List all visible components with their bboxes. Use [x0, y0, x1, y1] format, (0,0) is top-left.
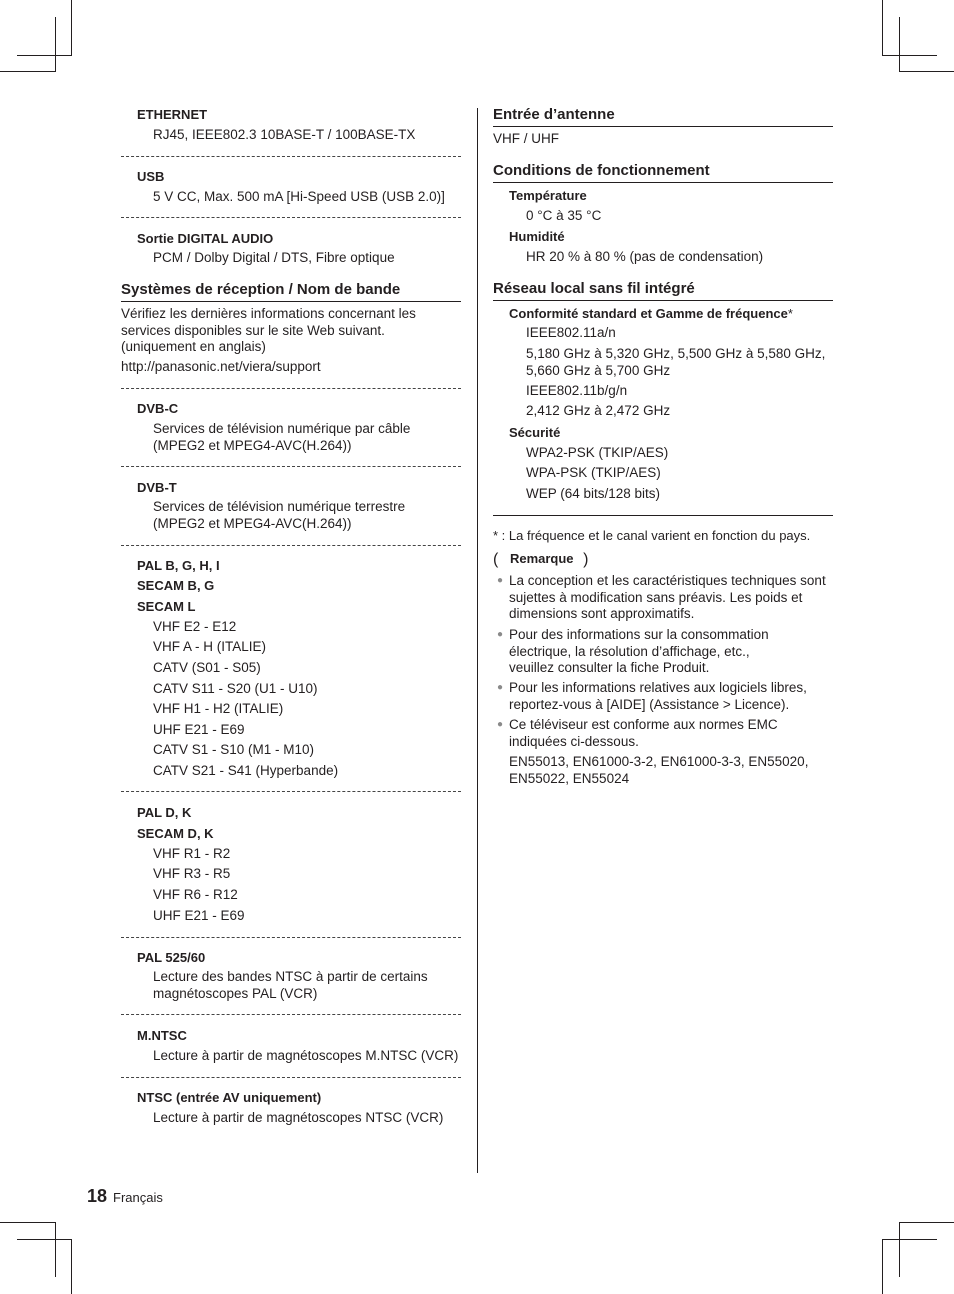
ethernet-value: RJ45, IEEE802.3 10BASE-T / 100BASE-TX: [153, 127, 416, 142]
divider: [121, 545, 461, 546]
divider: [121, 217, 461, 218]
emc-standards: EN55013, EN61000-3-2, EN61000-3-3, EN55020, EN55022, EN55024: [509, 754, 809, 786]
crop-mark: [71, 1239, 72, 1294]
remark-title: [493, 550, 588, 568]
band-value: VHF R1 - R2: [153, 846, 231, 861]
wlan-heading: Réseau local sans fil intégré: [493, 280, 833, 301]
page-language: Français: [113, 1190, 163, 1205]
dvbt-value: Services de télévision numérique terrestre (MPEG2 et MPEG4-AVC(H.264)): [153, 499, 406, 531]
standard-label: [509, 306, 793, 321]
crop-mark: [882, 55, 937, 56]
band-value: UHF E21 - E69: [153, 908, 245, 923]
crop-mark: [17, 55, 72, 56]
band-value: VHF H1 - H2 (ITALIE): [153, 701, 284, 716]
pal525-value: Lecture des bandes NTSC à partir de certains magnétoscopes PAL (VCR): [153, 969, 428, 1001]
crop-mark: [55, 1222, 56, 1277]
pal-bghi-label: PAL B, G, H, I: [137, 558, 220, 573]
crop-mark: [882, 0, 883, 55]
antenna-value: VHF / UHF: [493, 131, 559, 146]
band-value: VHF R3 - R5: [153, 866, 231, 881]
secam-l-label: SECAM L: [137, 599, 196, 614]
security-value: WEP (64 bits/128 bits): [526, 486, 661, 501]
remark-title-text: Remarque: [509, 551, 574, 566]
pal525-label: PAL 525/60: [137, 950, 206, 965]
ntsc-value: Lecture à partir de magnétoscopes NTSC (VCR): [153, 1110, 444, 1125]
bullet-icon: ●: [497, 682, 504, 693]
standard-value: IEEE802.11a/n: [526, 325, 616, 340]
ntsc-label: NTSC (entrée AV uniquement): [137, 1090, 322, 1105]
divider: [121, 1014, 461, 1015]
crop-mark: [0, 1222, 55, 1223]
remark-item: Ce téléviseur est conforme aux normes EMC indiquées ci-dessous.: [509, 717, 778, 749]
dvbc-value: Services de télévision numérique par câble (MPEG2 et MPEG4-AVC(H.264)): [153, 421, 411, 453]
pal-dk-label: PAL D, K: [137, 805, 192, 820]
antenna-heading: Entrée d’antenne: [493, 106, 833, 127]
band-value: VHF E2 - E12: [153, 619, 237, 634]
reception-heading: Systèmes de réception / Nom de bande: [121, 281, 461, 302]
standard-label-text: Conformité standard et Gamme de fréquence: [509, 306, 788, 321]
crop-mark: [882, 1239, 883, 1294]
dvbt-label: DVB-T: [137, 480, 177, 495]
secam-dk-label: SECAM D, K: [137, 826, 214, 841]
crop-mark: [899, 1222, 900, 1277]
reception-intro: Vérifiez les dernières informations concernant les services disponibles sur le site Web suivant. (uniquement en anglais): [121, 306, 416, 354]
digital-audio-value: PCM / Dolby Digital / DTS, Fibre optique: [153, 250, 395, 265]
standard-value: 5,180 GHz à 5,320 GHz, 5,500 GHz à 5,580 GHz, 5,660 GHz à 5,700 GHz: [526, 346, 826, 378]
ethernet-label: ETHERNET: [137, 107, 208, 122]
security-value: WPA2-PSK (TKIP/AES): [526, 445, 669, 460]
frequency-footnote: * : La fréquence et le canal varient en fonction du pays.: [493, 528, 811, 543]
usb-label: USB: [137, 169, 165, 184]
crop-mark: [899, 1222, 954, 1223]
security-label: Sécurité: [509, 425, 561, 440]
band-value: CATV S11 - S20 (U1 - U10): [153, 681, 318, 696]
remark-item: Pour les informations relatives aux logiciels libres, reportez-vous à [AIDE] (Assistance > Licence).: [509, 680, 807, 712]
divider: [121, 156, 461, 157]
bracket-open-icon: (: [493, 551, 499, 568]
band-value: CATV S1 - S10 (M1 - M10): [153, 742, 315, 757]
asterisk-mark: *: [787, 306, 793, 321]
standard-value: 2,412 GHz à 2,472 GHz: [526, 403, 671, 418]
remark-item: La conception et les caractéristiques techniques sont sujettes à modification sans préavis. Les poids et dimensions sont approximatifs.: [509, 573, 826, 621]
divider: [121, 1077, 461, 1078]
mntsc-label: M.NTSC: [137, 1028, 187, 1043]
security-value: WPA-PSK (TKIP/AES): [526, 465, 661, 480]
humidity-label: Humidité: [509, 229, 565, 244]
dvbc-label: DVB-C: [137, 401, 179, 416]
band-value: UHF E21 - E69: [153, 722, 245, 737]
conditions-heading: Conditions de fonctionnement: [493, 162, 833, 183]
bullet-icon: ●: [497, 575, 504, 586]
humidity-value: HR 20 % à 80 % (pas de condensation): [526, 249, 764, 264]
crop-mark: [55, 17, 56, 72]
remark-item: Pour des informations sur la consommation électrique, la résolution d’affichage, etc., veuillez consulter la fiche Produit.: [509, 627, 769, 675]
temperature-value: 0 °C à 35 °C: [526, 208, 602, 223]
section-rule: [493, 515, 833, 516]
band-value: VHF R6 - R12: [153, 887, 238, 902]
band-value: CATV S21 - S41 (Hyperbande): [153, 763, 339, 778]
divider: [121, 466, 461, 467]
digital-audio-label: Sortie DIGITAL AUDIO: [137, 231, 274, 246]
page-footer: [87, 1186, 163, 1207]
usb-value: 5 V CC, Max. 500 mA [Hi-Speed USB (USB 2.0)]: [153, 189, 445, 204]
crop-mark: [882, 1239, 937, 1240]
band-value: CATV (S01 - S05): [153, 660, 261, 675]
crop-mark: [0, 71, 55, 72]
crop-mark: [17, 1239, 72, 1240]
temperature-label: Température: [509, 188, 587, 203]
page-number: 18: [87, 1186, 108, 1206]
divider: [121, 388, 461, 389]
bracket-close-icon: ): [583, 551, 589, 568]
secam-bg-label: SECAM B, G: [137, 578, 215, 593]
divider: [121, 937, 461, 938]
bullet-icon: ●: [497, 719, 504, 730]
band-value: VHF A - H (ITALIE): [153, 639, 267, 654]
standard-value: IEEE802.11b/g/n: [526, 383, 628, 398]
mntsc-value: Lecture à partir de magnétoscopes M.NTSC (VCR): [153, 1048, 459, 1063]
crop-mark: [899, 71, 954, 72]
divider: [121, 791, 461, 792]
crop-mark: [71, 0, 72, 55]
bullet-icon: ●: [497, 629, 504, 640]
crop-mark: [899, 17, 900, 72]
support-url: http://panasonic.net/viera/support: [121, 359, 321, 374]
column-divider: [477, 108, 478, 1173]
